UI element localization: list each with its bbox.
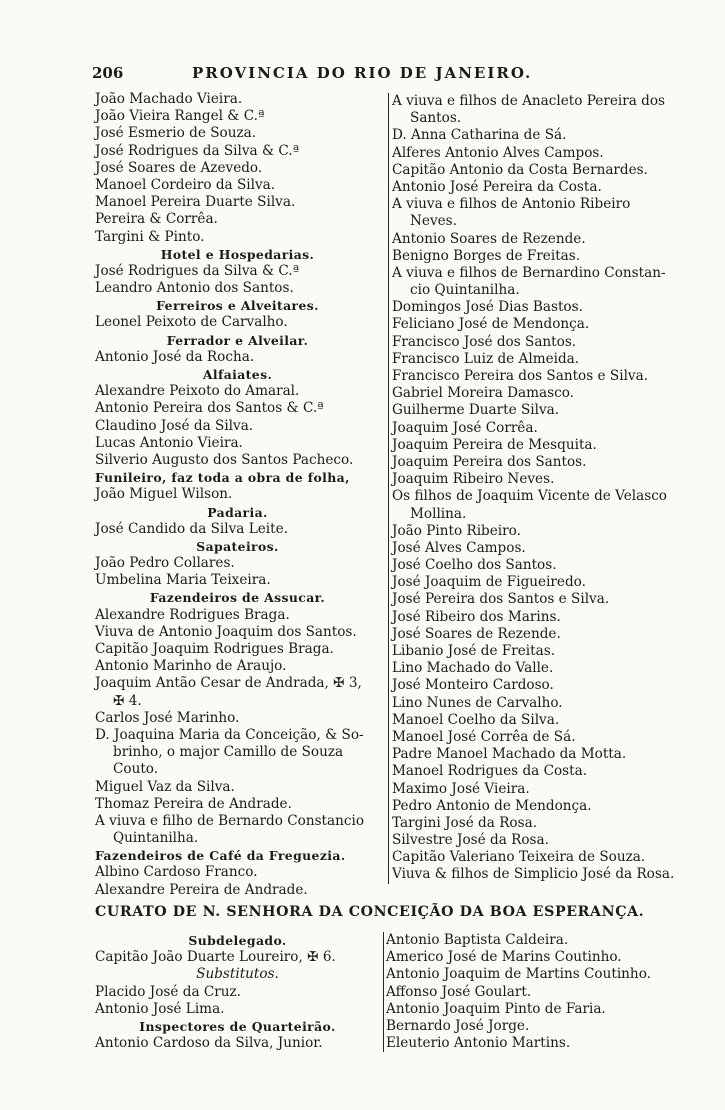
list-item: Antonio José Lima. [95, 1000, 225, 1017]
list-item: Joaquim José Corrêa. [392, 419, 538, 436]
list-item: Libanio José de Freitas. [392, 643, 556, 659]
list-item: D. Joaquina Maria da Conceição, & So- [95, 726, 364, 743]
list-item: Antonio José Pereira da Costa. [392, 178, 602, 195]
list-item: Manoel Cordeiro da Silva. [95, 176, 276, 193]
list-item: José Ribeiro dos Marins. [392, 608, 561, 625]
entry-continuation: Mollina. [410, 505, 467, 522]
list-item: José Alves Campos. [392, 539, 526, 556]
list-item: Francisco Pereira dos Santos e Silva. [392, 368, 649, 384]
list-item: Manoel Rodrigues da Costa. [392, 763, 588, 780]
list-item: Padre Manoel Machado da Motta. [392, 746, 627, 763]
list-item: Eleuterio Antonio Martins. [386, 1035, 571, 1052]
list-item: Pereira & Corrêa. [95, 211, 218, 228]
list-item: Capitão Valeriano Teixeira de Souza. [392, 849, 646, 866]
list-item: João Pinto Ribeiro. [392, 522, 521, 539]
list-item: Antonio Pereira dos Santos & C.ª [95, 400, 324, 417]
list-item: Lino Machado do Valle. [392, 660, 554, 677]
right-column [388, 93, 682, 884]
list-item: Leonel Peixoto de Carvalho. [95, 314, 288, 331]
list-item: João Pedro Collares. [95, 555, 235, 572]
entry-continuation: Couto. [113, 761, 159, 778]
list-item: Feliciano José de Mendonça. [392, 316, 590, 333]
page-header [92, 64, 677, 86]
list-item: Thomaz Pereira de Andrade. [95, 795, 292, 812]
list-item: José Candido da Silva Leite. [95, 520, 288, 537]
list-item: Manoel Coelho da Silva. [392, 711, 560, 728]
list-item: Alferes Antonio Alves Campos. [392, 144, 604, 161]
page-title: PROVINCIA DO RIO DE JANEIRO. [192, 64, 533, 82]
list-item: D. Anna Catharina de Sá. [392, 127, 567, 144]
list-item: Lucas Antonio Vieira. [95, 434, 243, 451]
list-item: Antonio Soares de Rezende. [392, 230, 586, 247]
list-item: Miguel Vaz da Silva. [95, 778, 235, 795]
list-item: José Coelho dos Santos. [392, 557, 557, 574]
section-right-column [383, 932, 686, 1052]
list-item: Lino Nunes de Carvalho. [392, 694, 563, 711]
list-item: Antonio Baptista Caldeira. [386, 932, 569, 948]
category-heading: Ferrador e Alveilar. [166, 332, 309, 348]
list-item: Silverio Augusto dos Santos Pacheco. [95, 451, 354, 468]
list-item: Targini & Pinto. [95, 228, 205, 245]
list-item: Maximo José Vieira. [392, 780, 530, 797]
list-item: Placido José da Cruz. [95, 983, 242, 1000]
list-item: João Machado Vieira. [95, 91, 243, 107]
list-item: Manoel Pereira Duarte Silva. [95, 194, 296, 211]
list-item: José Rodrigues da Silva & C.ª [95, 262, 300, 279]
list-item: José Monteiro Cardoso. [392, 677, 554, 694]
list-item: Manoel José Corrêa de Sá. [392, 728, 576, 745]
list-item: Umbelina Maria Teixeira. [95, 572, 271, 589]
left-column [95, 91, 380, 899]
list-item: A viuva e filhos de Antonio Ribeiro [392, 196, 631, 213]
list-item: Antonio Marinho de Araujo. [95, 658, 287, 675]
subheading: Substitutos. [196, 966, 279, 983]
list-item: Alexandre Peixoto do Amaral. [95, 383, 300, 400]
list-item: Viuva & filhos de Simplicio José da Rosa. [392, 866, 675, 883]
page-number: 206 [92, 64, 124, 82]
list-item: A viuva e filhos de Bernardino Constan- [392, 264, 666, 281]
list-item: Antonio Cardoso da Silva, Junior. [95, 1035, 323, 1052]
list-item: Alexandre Rodrigues Braga. [95, 606, 290, 623]
list-item: José Esmerio de Souza. [95, 125, 257, 142]
list-item: Targini José da Rosa. [392, 814, 538, 831]
list-item: Americo José de Marins Coutinho. [386, 949, 622, 966]
category-heading: Alfaiates. [202, 367, 273, 382]
category-heading: Fazendeiros de Café da Freguezia. [95, 848, 346, 864]
category-heading: Hotel e Hospedarias. [160, 246, 315, 262]
list-item: Affonso José Goulart. [386, 983, 532, 1000]
entry-continuation: ✠ 4. [113, 692, 142, 709]
section-left-column [95, 932, 380, 1052]
list-item: Capitão Antonio da Costa Bernardes. [392, 161, 648, 178]
list-item: Francisco José dos Santos. [392, 333, 577, 350]
category-heading: Fazendeiros de Assucar. [149, 590, 326, 606]
list-item: Alexandre Pereira de Andrade. [95, 881, 308, 898]
list-item: A viuva e filhos de Anacleto Pereira dos [392, 93, 666, 109]
list-item: Gabriel Moreira Damasco. [392, 385, 574, 402]
section-title: CURATO DE N. SENHORA DA CONCEIÇÃO DA BOA ESPERANÇA. [95, 904, 645, 920]
entry-continuation: Neves. [410, 213, 457, 230]
list-item: Albino Cardoso Franco. [95, 864, 258, 881]
list-item: Benigno Borges de Freitas. [392, 247, 581, 264]
list-item: Joaquim Antão Cesar de Andrada, ✠ 3, [95, 675, 362, 692]
list-item: João Miguel Wilson. [95, 486, 233, 503]
list-item: José Pereira dos Santos e Silva. [392, 591, 610, 608]
list-item: João Vieira Rangel & C.ª [95, 108, 265, 125]
category-heading: Padaria. [207, 504, 268, 520]
list-item: Os filhos de Joaquim Vicente de Velasco [392, 488, 667, 505]
list-item: Joaquim Ribeiro Neves. [392, 471, 555, 488]
list-item: José Soares de Rezende. [392, 625, 561, 642]
list-item: José Soares de Azevedo. [95, 159, 263, 176]
list-item: A viuva e filho de Bernardo Constancio [95, 812, 365, 829]
list-item: Pedro Antonio de Mendonça. [392, 797, 592, 814]
list-item: José Joaquim de Figueiredo. [392, 574, 586, 591]
entry-continuation: Santos. [410, 110, 462, 127]
list-item: Antonio Joaquim Pinto de Faria. [386, 1000, 606, 1017]
entry-continuation: Quintanilha. [113, 830, 199, 847]
list-item: Capitão João Duarte Loureiro, ✠ 6. [95, 949, 336, 966]
list-item: Leandro Antonio dos Santos. [95, 280, 294, 297]
category-heading: Inspectores de Quarteirão. [139, 1018, 336, 1034]
list-item: Claudino José da Silva. [95, 417, 254, 434]
category-heading: Ferreiros e Alveitares. [156, 298, 319, 314]
entry-continuation: cio Quintanilha. [410, 282, 520, 299]
list-item: Antonio José da Rocha. [95, 348, 255, 365]
list-item: Joaquim Pereira dos Santos. [392, 453, 587, 470]
list-item: Capitão Joaquim Rodrigues Braga. [95, 641, 334, 657]
list-item: Domingos José Dias Bastos. [392, 299, 583, 316]
list-item: Joaquim Pereira de Mesquita. [392, 436, 597, 453]
category-heading: Funileiro, faz toda a obra de folha, [95, 470, 350, 486]
list-item: Viuva de Antonio Joaquim dos Santos. [95, 623, 357, 640]
list-item: Silvestre José da Rosa. [392, 832, 549, 849]
entry-continuation: brinho, o major Camillo de Souza [113, 744, 344, 761]
list-item: Guilherme Duarte Silva. [392, 402, 560, 419]
list-item: Antonio Joaquim de Martins Coutinho. [386, 966, 651, 983]
list-item: José Rodrigues da Silva & C.ª [95, 142, 300, 159]
category-heading: Subdelegado. [188, 933, 287, 948]
list-item: Francisco Luiz de Almeida. [392, 350, 580, 367]
list-item: Bernardo José Jorge. [386, 1017, 530, 1034]
list-item: Carlos José Marinho. [95, 709, 240, 726]
category-heading: Sapateiros. [196, 538, 279, 554]
